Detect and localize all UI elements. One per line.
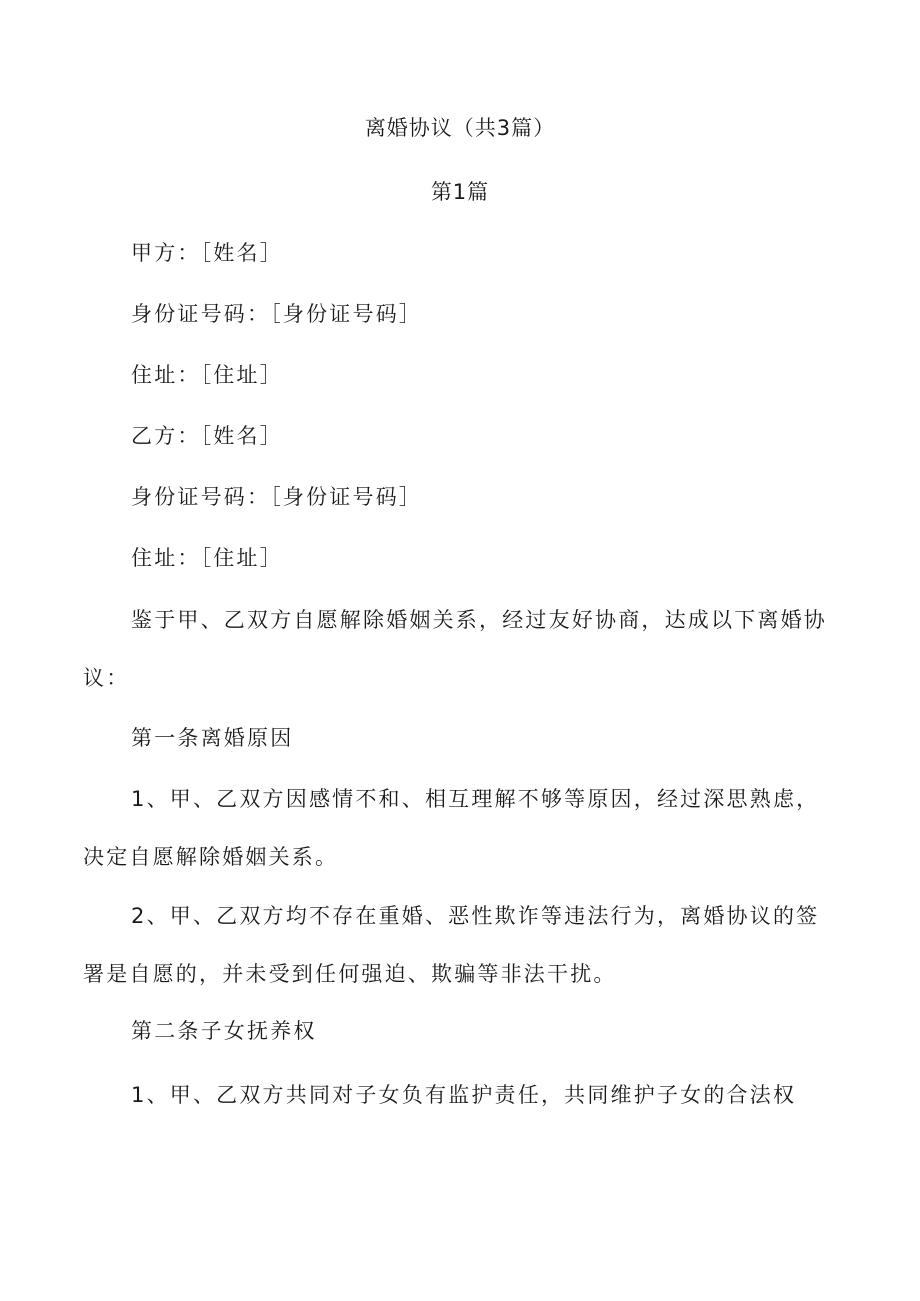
document-title: 离婚协议（共3篇） (364, 116, 556, 140)
article-1-clause-1: 1、甲、乙双方因感情不和、相互理解不够等原因，经过深思熟虑，决定自愿解除婚姻关系。 (83, 787, 820, 869)
party-a-name: 甲方：［姓名］ (131, 241, 283, 265)
party-a-address: 住址：［住址］ (131, 363, 283, 387)
article-1-heading: 第一条离婚原因 (131, 726, 294, 750)
party-b-name: 乙方：［姓名］ (131, 424, 283, 448)
party-a-id: 身份证号码：［身份证号码］ (131, 302, 423, 326)
article-1-clause-2: 2、甲、乙双方均不存在重婚、恶性欺诈等违法行为，离婚协议的签署是自愿的，并未受到任何强迫、欺骗等非法干扰。 (83, 904, 820, 986)
article-2-clause-1: 1、甲、乙双方共同对子女负有监护责任，共同维护子女的合法权 (131, 1083, 797, 1107)
article-2-heading: 第二条子女抚养权 (131, 1019, 317, 1043)
party-b-id: 身份证号码：［身份证号码］ (131, 485, 423, 509)
preamble-paragraph: 鉴于甲、乙双方自愿解除婚姻关系，经过友好协商，达成以下离婚协议： (83, 608, 827, 690)
party-b-address: 住址：［住址］ (131, 546, 283, 570)
section-title: 第1篇 (430, 180, 490, 204)
